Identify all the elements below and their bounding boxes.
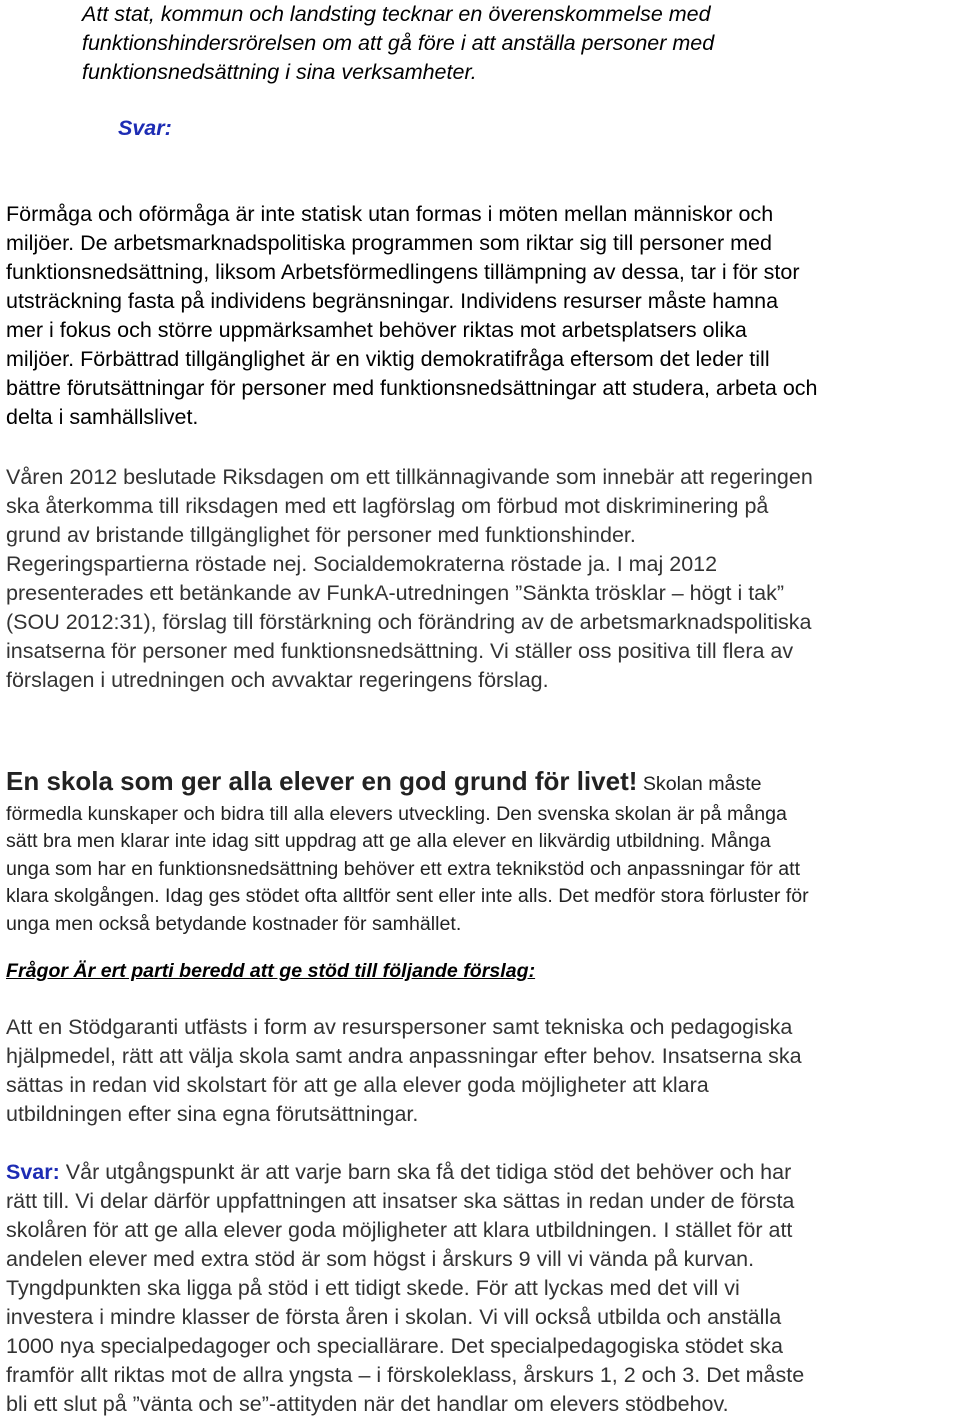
text-line: unga men också betydande kostnader för samhället. — [6, 912, 462, 935]
answer-paragraph-1 — [6, 200, 960, 432]
text-line: Att en Stödgaranti utfästs i form av resurspersoner samt tekniska och pedagogiska — [6, 1015, 793, 1039]
text-line: (SOU 2012:31), förslag till förstärkning och förändring av de arbetsmarknadspolitiska — [6, 610, 812, 634]
text-line: rätt till. Vi delar därför uppfattningen att insatser ska sättas in redan under de första — [6, 1189, 795, 1213]
text-line: klara skolgången. Idag ges stödet ofta alltför sent eller inte alls. Det medför stora förluster för — [6, 885, 809, 908]
text-line: miljöer. De arbetsmarknadspolitiska programmen som riktar sig till personer med — [6, 231, 772, 255]
text-line: presenterades ett betänkande av FunkA-utredningen ”Sänkta trösklar – högt i tak” — [6, 581, 785, 605]
paragraph-riksdagen — [6, 463, 960, 695]
school-section — [6, 764, 960, 938]
text-line: miljöer. Förbättrad tillgänglighet är en viktig demokratifråga eftersom det leder till — [6, 347, 770, 371]
text-line: ska återkomma till riksdagen med ett lagförslag om förbud mot diskriminering på — [6, 494, 769, 518]
intro-proposal — [82, 0, 952, 87]
text-line: Att stat, kommun och landsting tecknar en överenskommelse med — [82, 2, 711, 26]
text-line: utbildningen efter sina egna förutsättningar. — [6, 1102, 419, 1126]
text-line: sättas in redan vid skolstart för att ge alla elever goda möjligheter att klara — [6, 1073, 709, 1097]
text-line: bättre förutsättningar för personer med funktionsnedsättningar att studera, arbeta och — [6, 376, 818, 400]
text-line: utsträckning fasta på individens begränsningar. Individens resurser måste hamna — [6, 289, 779, 313]
text-line: sätt bra men klarar inte idag sitt uppdrag att ge alla elever en likvärdig utbildning. Många — [6, 830, 771, 853]
text-line: skolåren för att ge alla elever goda möjligheter att klara utbildningen. I stället för att — [6, 1218, 793, 1242]
text-line: funktionsnedsättning, liksom Arbetsförmedlingens tillämpning av dessa, tar i för stor — [6, 260, 800, 284]
questions-heading: Frågor Är ert parti beredd att ge stöd till följande förslag: — [6, 960, 536, 982]
text-line: delta i samhällslivet. — [6, 405, 199, 429]
text-line: förslagen i utredningen och avvaktar regeringens förslag. — [6, 668, 549, 692]
text-line: funktionshindersrörelsen om att gå före i att anställa personer med — [82, 31, 715, 55]
answer-first-line-text: Vår utgångspunkt är att varje barn ska få det tidiga stöd det behöver och har — [59, 1160, 792, 1184]
answer-paragraph-2 — [6, 1158, 960, 1419]
section-heading: En skola som ger alla elever en god grund för livet! — [6, 766, 638, 796]
text-line: unga som har en funktionsnedsättning behöver ett extra teknikstöd och anpassningar för att — [6, 857, 801, 880]
svar-label: Svar: — [118, 116, 172, 140]
text-line: Tyngdpunkten ska ligga på stöd i ett tidigt skede. För att lyckas med det vill vi — [6, 1276, 740, 1300]
text-line: framför allt riktas mot de allra yngsta – i förskoleklass, årskurs 1, 2 och 3. Det måste — [6, 1363, 805, 1387]
text-line: funktionsnedsättning i sina verksamheter. — [82, 60, 477, 84]
answer-first-line — [6, 1158, 960, 1187]
text-line: bli ett slut på ”vänta och se”-attityden när det handlar om elevers stödbehov. — [6, 1392, 729, 1416]
section-heading-rest: Skolan måste — [637, 773, 762, 795]
text-line: insatserna för personer med funktionsnedsättning. Vi ställer oss positiva till flera av — [6, 639, 794, 663]
text-line: grund av bristande tillgänglighet för personer med funktionshinder. — [6, 523, 636, 547]
text-line: förmedla kunskaper och bidra till alla elevers utveckling. Den svenska skolan är på många — [6, 803, 787, 825]
text-line: investera i mindre klasser de första åren i skolan. Vi vill också utbilda och anställa — [6, 1305, 782, 1329]
section-first-line — [6, 764, 960, 801]
text-line: hjälpmedel, rätt att välja skola samt andra anpassningar efter behov. Insatserna ska — [6, 1044, 802, 1068]
text-line: Regeringspartierna röstade nej. Socialdemokraterna röstade ja. I maj 2012 — [6, 552, 718, 576]
text-line: Våren 2012 beslutade Riksdagen om ett tillkännagivande som innebär att regeringen — [6, 465, 813, 489]
text-line: Förmåga och oförmåga är inte statisk utan formas i möten mellan människor och — [6, 202, 774, 226]
svar-label-inline: Svar: — [6, 1160, 60, 1184]
text-line: mer i fokus och större uppmärksamhet behöver riktas mot arbetsplatsers olika — [6, 318, 747, 342]
proposal-paragraph — [6, 1013, 960, 1129]
text-line: andelen elever med extra stöd är som högst i årskurs 9 vill vi vända på kurvan. — [6, 1247, 755, 1271]
text-line: 1000 nya specialpedagoger och speciallärare. Det specialpedagogiska stödet ska — [6, 1334, 783, 1358]
